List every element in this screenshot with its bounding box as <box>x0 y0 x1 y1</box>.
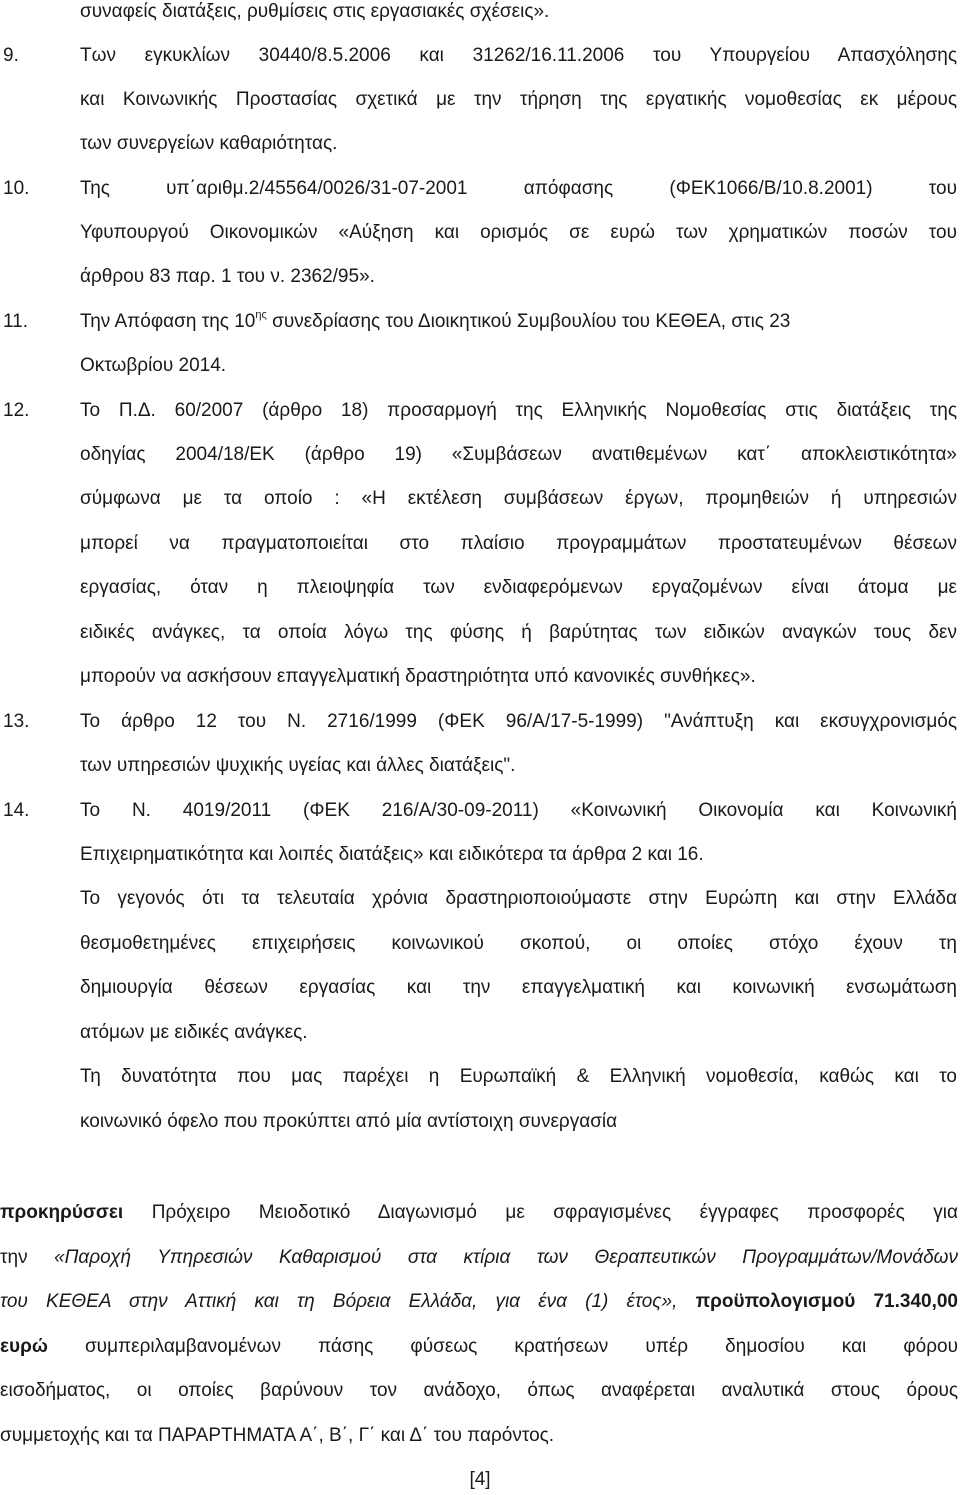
text-line: Υφυπουργού Οικονομικών «Αύξηση και ορισμός σε ευρώ των χρηματικών ποσών του <box>80 222 957 243</box>
text-line: Την Απόφαση της $10^{\eta\varsigma}$ συνεδρίασης του Διοικητικού Συμβουλίου του ΚΕΘΕΑ, στις 23 <box>80 309 791 332</box>
text-line: εργασίας, όταν η πλειοψηφία των ενδιαφερόμενων εργαζομένων είναι άτομα με <box>80 577 957 598</box>
text-line: εισοδήματος, οι οποίες βαρύνουν τον ανάδοχο, όπως αναφέρεται αναλυτικά στους όρους <box>0 1380 958 1401</box>
item-number-10: 10. <box>3 178 30 199</box>
text-line: κοινωνικό όφελο που προκύπτει από μία αντίστοιχη συνεργασία <box>80 1111 618 1132</box>
text-line: ευρώ συμπεριλαμβανομένων πάσης φύσεως κρατήσεων υπέρ δημοσίου και φόρου <box>0 1336 958 1357</box>
text-line: Των εγκυκλίων 30440/8.5.2006 και 31262/16.11.2006 του Υπουργείου Απασχόλησης <box>80 45 957 66</box>
text-line: Το Ν. 4019/2011 (ΦΕΚ 216/Α/30-09-2011) «Κοινωνική Οικονομία και Κοινωνική <box>80 800 957 821</box>
text-line: των υπηρεσιών ψυχικής υγείας και άλλες διατάξεις". <box>80 755 516 776</box>
text-line: σύμφωνα με τα οποίο : «Η εκτέλεση συμβάσεων έργων, προμηθειών ή υπηρεσιών <box>80 488 957 509</box>
text-line: ειδικές ανάγκες, τα οποία λόγω της φύσης ή βαρύτητας των ειδικών αναγκών τους δεν <box>80 622 957 643</box>
text-line: Το άρθρο 12 του Ν. 2716/1999 (ΦΕΚ 96/Α/17-5-1999) "Ανάπτυξη και εκσυγχρονισμός <box>80 711 957 732</box>
text-line: την «Παροχή Υπηρεσιών Καθαρισμού στα κτίρια των Θεραπευτικών Προγραμμάτων/Μονάδων <box>0 1247 958 1268</box>
text-line: Επιχειρηματικότητα και λοιπές διατάξεις» και ειδικότερα τα άρθρα 2 και 16. <box>80 844 704 865</box>
text-line: των συνεργείων καθαριότητας. <box>80 133 338 154</box>
text-line: μπορούν να ασκήσουν επαγγελματική δραστηριότητα υπό κανονικές συνθήκες». <box>80 666 756 687</box>
text-line: του ΚΕΘΕΑ στην Αττική και τη Βόρεια Ελλάδα, για ένα (1) έτος», προϋπολογισμού 71.340,00 <box>0 1291 958 1312</box>
item-number-9: 9. <box>3 45 19 66</box>
text-line: και Κοινωνικής Προστασίας σχετικά με την τήρηση της εργατικής νομοθεσίας εκ μέρους <box>80 89 957 110</box>
text-line: άρθρου 83 παρ. 1 του ν. 2362/95». <box>80 266 375 287</box>
text-line: συναφείς διατάξεις, ρυθμίσεις στις εργασιακές σχέσεις». <box>80 1 550 22</box>
text-line: Οκτωβρίου 2014. <box>80 355 227 376</box>
item-number-11: 11. <box>3 311 29 332</box>
page-number: [4] <box>469 1469 491 1490</box>
text-line: δημιουργία θέσεων εργασίας και την επαγγελματική και κοινωνική ενσωμάτωση <box>80 977 957 998</box>
text-line: Το Π.Δ. 60/2007 (άρθρο 18) προσαρμογή της Ελληνικής Νομοθεσίας στις διατάξεις της <box>80 400 957 421</box>
text-line: μπορεί να πραγματοποιείται στο πλαίσιο προγραμμάτων προστατευμένων θέσεων <box>80 533 957 554</box>
text-line: ατόμων με ειδικές ανάγκες. <box>80 1022 308 1043</box>
item-number-12: 12. <box>3 400 30 421</box>
text-line: θεσμοθετημένες επιχειρήσεις κοινωνικού σκοπού, οι οποίες στόχο έχουν τη <box>80 933 957 954</box>
text-line: συμμετοχής και τα ΠΑΡΑΡΤΗΜΑΤΑ Α΄, Β΄, Γ΄ και Δ΄ του παρόντος. <box>0 1425 555 1446</box>
text-line: οδηγίας 2004/18/ΕΚ (άρθρο 19) «Συμβάσεων ανατιθεμένων κατ΄ αποκλειστικότητα» <box>80 444 957 465</box>
text-line: προκηρύσσει Πρόχειρο Μειοδοτικό Διαγωνισμό με σφραγισμένες έγγραφες προσφορές για <box>0 1202 958 1223</box>
text-line: Το γεγονός ότι τα τελευταία χρόνια δραστηριοποιούμαστε στην Ευρώπη και στην Ελλάδα <box>80 888 957 909</box>
text-line: Τη δυνατότητα που μας παρέχει η Ευρωπαϊκή & Ελληνική νομοθεσία, καθώς και το <box>80 1066 957 1087</box>
item-number-13: 13. <box>3 711 30 732</box>
text-line: Της υπ΄αριθμ.2/45564/0026/31-07-2001 απόφασης (ΦΕΚ1066/Β/10.8.2001) του <box>80 178 957 199</box>
item-number-14: 14. <box>3 800 30 821</box>
